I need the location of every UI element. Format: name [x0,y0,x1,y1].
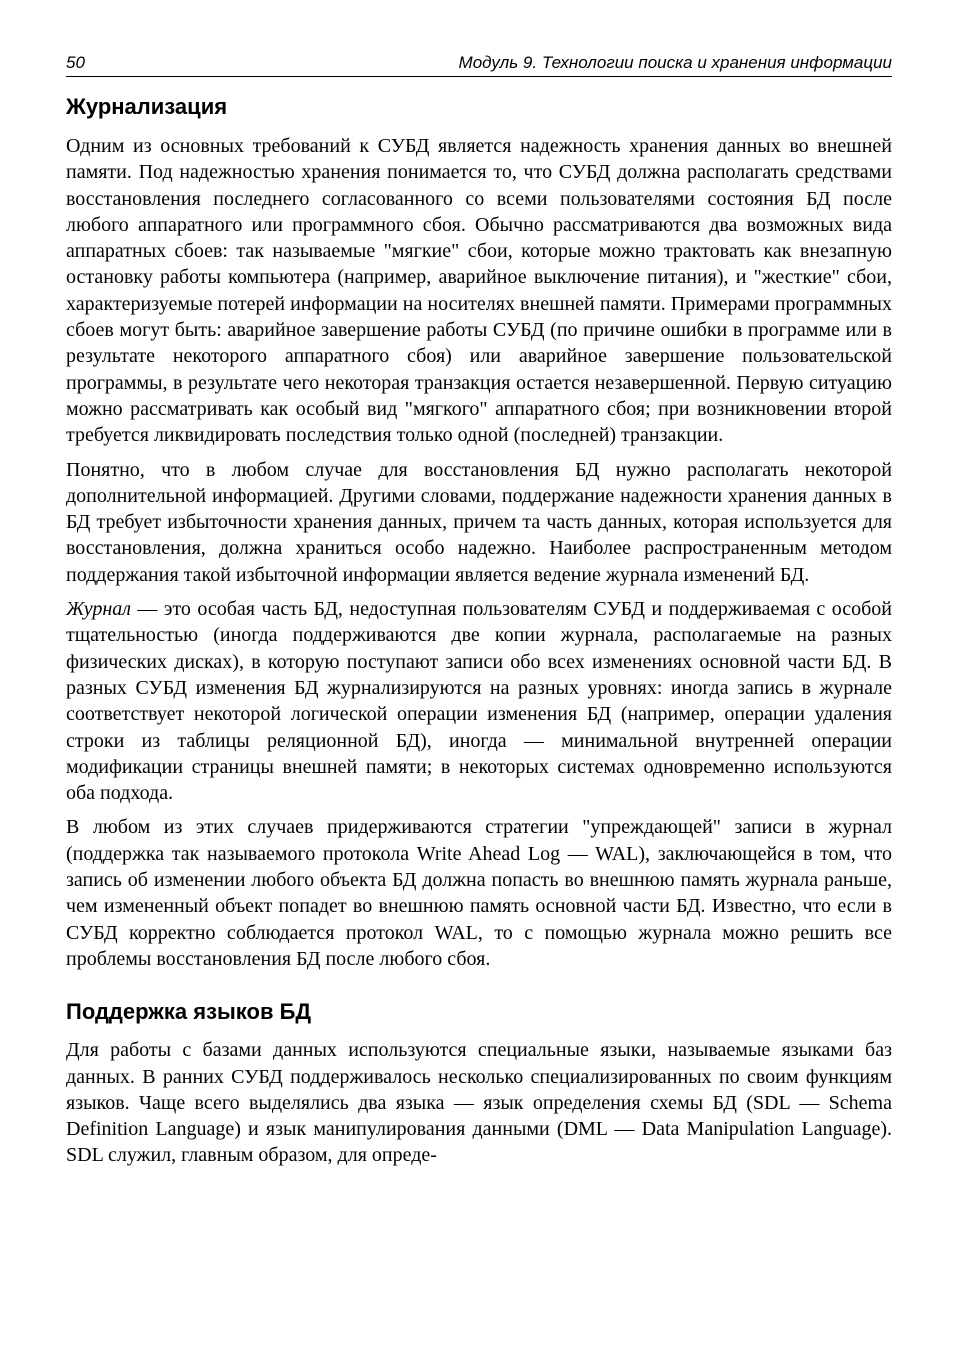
paragraph: Для работы с базами данных используются специальные языки, называемые языками баз данных. В ранних СУБД поддерживалось несколько специализированных по своим функциям языков. Чаще всего выделялись два языка — язык определения схемы БД (SDL — Schema Definition Language) и язык манипулирования данными (DML — Data Manipulation Language). SDL служил, главным образом, для опреде- [66,1039,892,1167]
section-heading-db-languages: Поддержка языков БД [66,999,312,1025]
paragraph: Одним из основных требований к СУБД является надежность хранения данных во внешней памяти. Под надежностью хранения понимается то, что СУБД должна располагать средствами восстановления последнего согласованного со всеми пользователями состояния БД после любого аппаратного или программного сбоя. Обычно рассматриваются два возможных вида аппаратных сбоев: так называемые "мягкие" сбои, которые можно трактовать как внезапную остановку работы компьютера (например, аварийное выключение питания), и "жесткие" сбои, характеризуемые потерей информации на носителях внешней памяти. Примерами программных сбоев могут быть: аварийное завершение работы СУБД (по причине ошибки в программе или в результате некоторого аппаратного сбоя) или аварийное завершение пользовательской программы, в результате чего некоторая транзакция остается незавершенной. Первую ситуацию можно рассматривать как особый вид "мягкого" аппаратного сбоя; при возникновении второй требуется ликвидировать последствия только одной (последней) транзакции. [66,135,892,447]
running-title: Модуль 9. Технологии поиска и хранения информации [458,53,892,72]
paragraph: В любом из этих случаев придерживаются стратегии "упреждающей" записи в журнал (поддержка так называемого протокола Write Ahead Log — WAL), заключающейся в том, что запись об изменении любого объекта БД должна попасть во внешнюю память журнала раньше, чем измененный объект попадет во внешнюю память основной части БД. Известно, что если в СУБД корректно соблюдается протокол WAL, то с помощью журнала можно решить все проблемы восстановления БД после любого сбоя. [66,816,892,970]
page-header [66,52,892,77]
section-heading-journaling: Журнализация [66,94,228,119]
page-number: 50 [66,53,85,72]
book-page [66,52,892,1169]
definition-text: — это особая часть БД, недоступная пользователям СУБД и поддерживаемая с особой тщательностью (иногда поддерживаются две копии журнала, располагаемые на разных физических дисках), в которую поступают записи обо всех изменениях основной части БД. В разных СУБД изменения БД журнализируются на разных уровнях: иногда запись в журнале соответствует некоторой логической операции изменения БД (например, операции удаления строки из таблицы реляционной БД), иногда — минимальной внутренней операции модификации страницы внешней памяти; в некоторых системах одновременно используются оба подхода. [66,598,892,805]
term-journal: Журнал [66,598,131,621]
paragraph [66,596,892,806]
paragraph: Понятно, что в любом случае для восстановления БД нужно располагать некоторой дополнительной информацией. Другими словами, поддержание надежности хранения данных в БД требует избыточности хранения данных, причем та часть данных, которая используется для восстановления, должна храниться особо надежно. Наиболее распространенным методом поддержания такой избыточной информации является ведение журнала изменений БД. [66,458,892,586]
